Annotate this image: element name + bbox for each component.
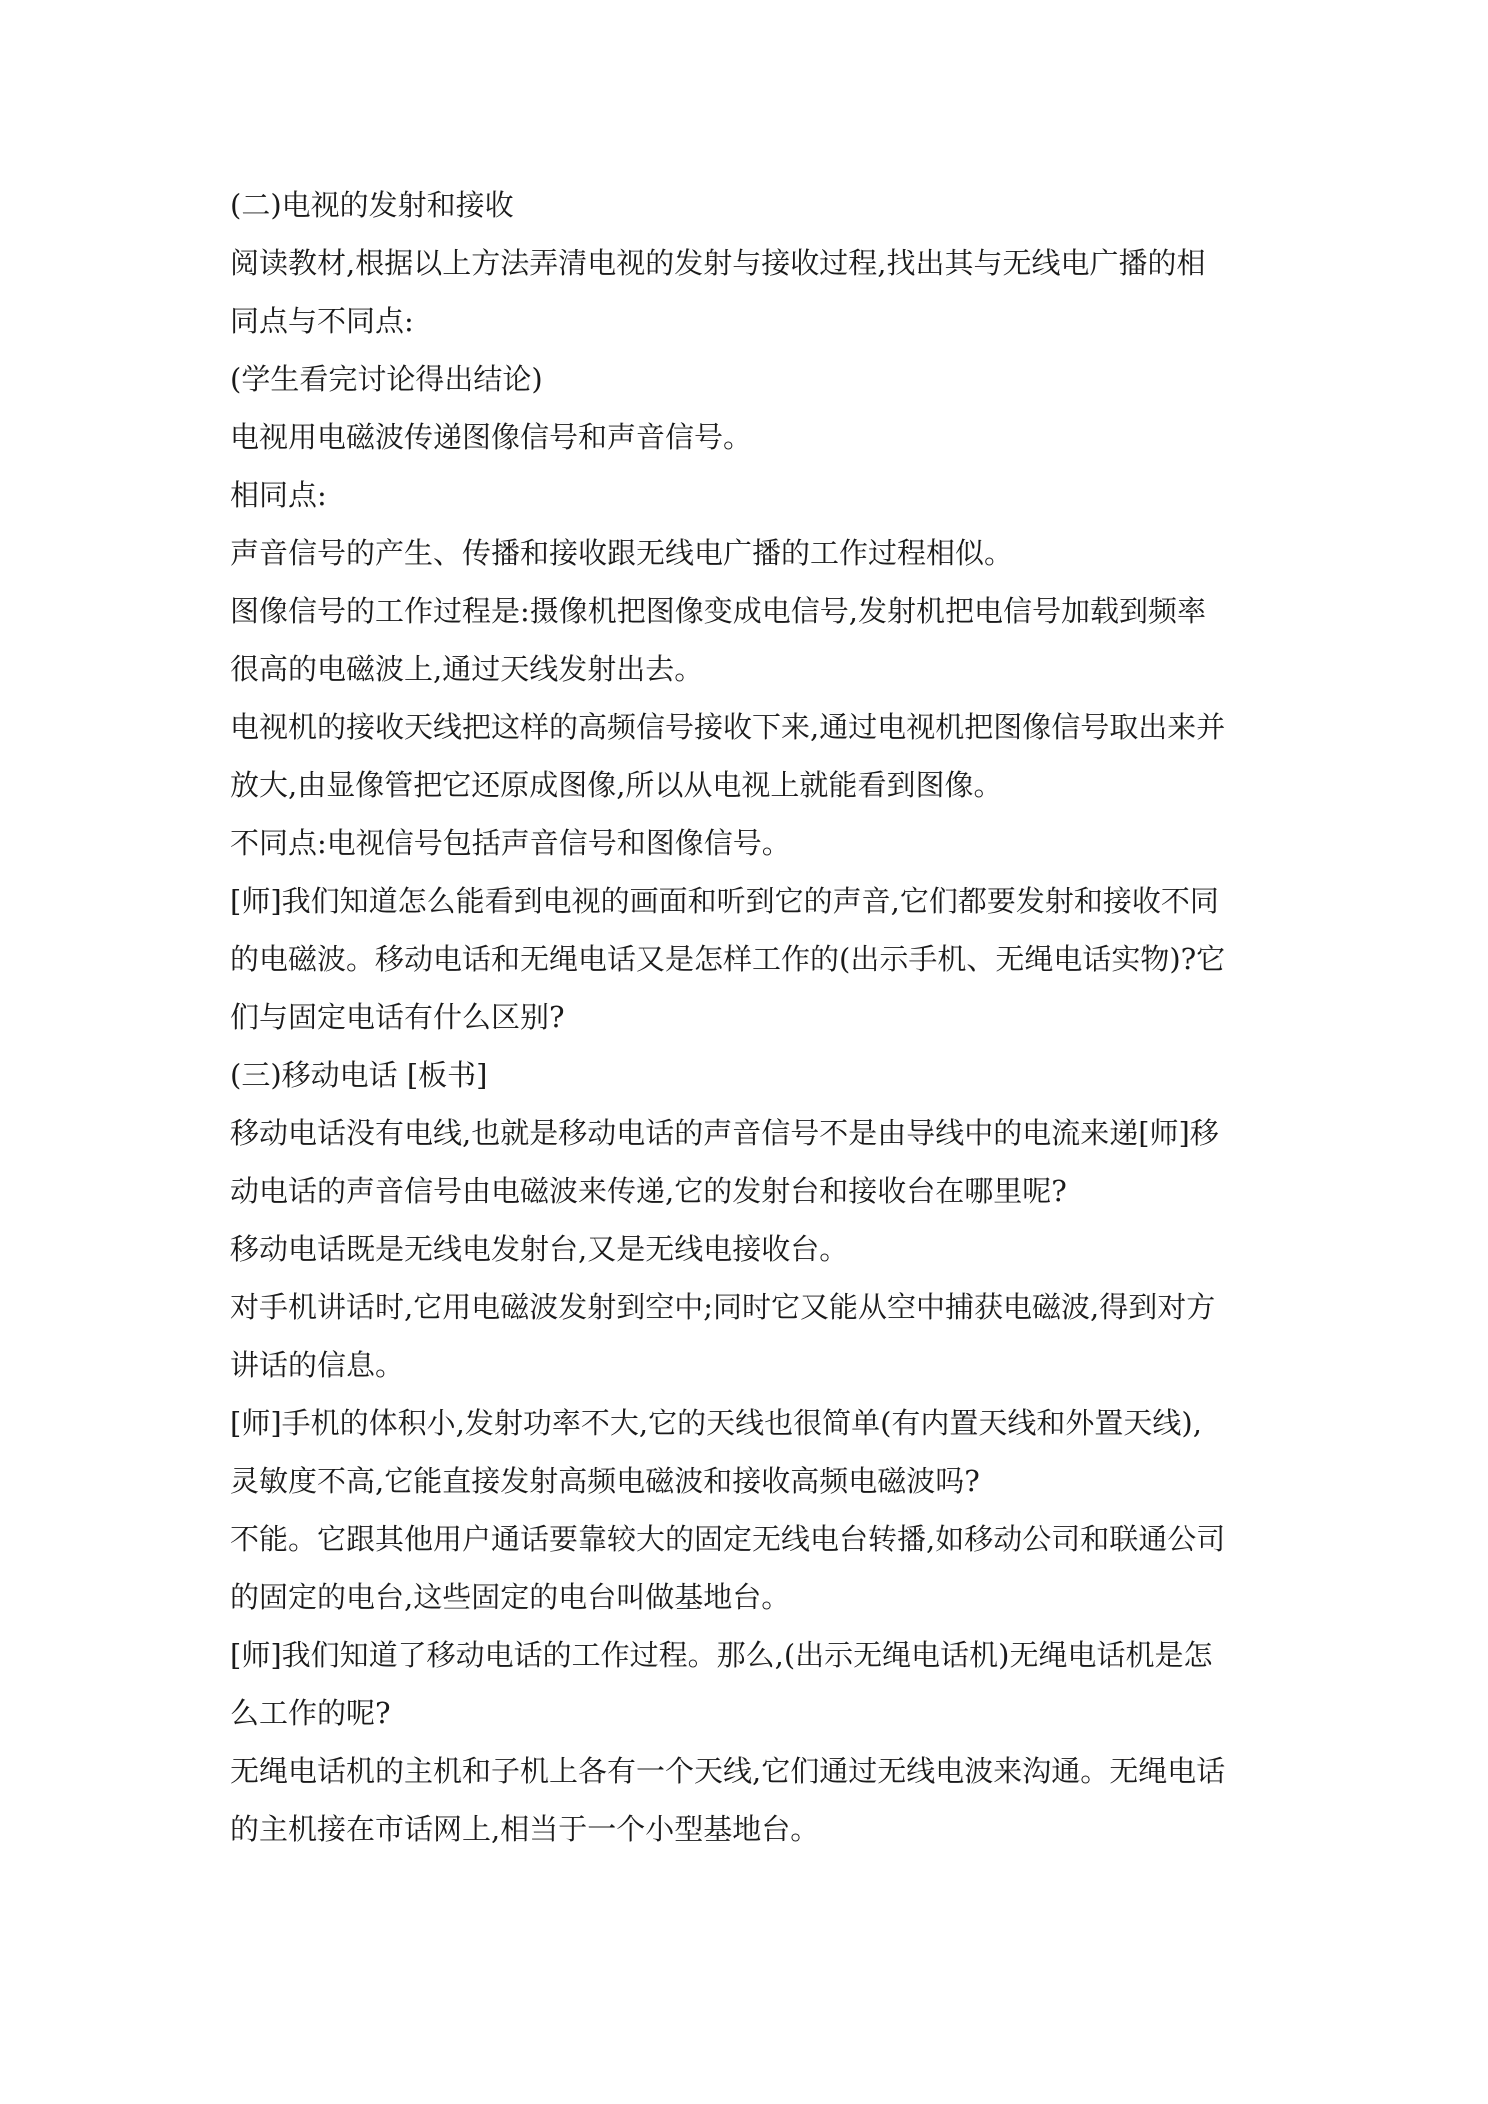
text-line: 无绳电话机的主机和子机上各有一个天线,它们通过无线电波来沟通。无绳电话 (230, 1754, 1226, 1788)
text-line: [师]手机的体积小,发射功率不大,它的天线也很简单(有内置天线和外置天线), (230, 1406, 1202, 1440)
section-heading-mobile: (三)移动电话 [板书] (230, 1058, 488, 1092)
text-line: 不能。它跟其他用户通话要靠较大的固定无线电台转播,如移动公司和联通公司 (230, 1522, 1226, 1556)
text-line: (学生看完讨论得出结论) (230, 362, 543, 396)
text-line: 对手机讲话时,它用电磁波发射到空中;同时它又能从空中捕获电磁波,得到对方 (230, 1290, 1216, 1324)
text-line: 放大,由显像管把它还原成图像,所以从电视上就能看到图像。 (230, 768, 1003, 802)
text-line: 讲话的信息。 (230, 1348, 405, 1382)
text-line: 同点与不同点: (230, 304, 414, 338)
text-line: 么工作的呢? (230, 1696, 391, 1730)
text-line: [师]我们知道了移动电话的工作过程。那么,(出示无绳电话机)无绳电话机是怎 (230, 1638, 1213, 1672)
text-line: 动电话的声音信号由电磁波来传递,它的发射台和接收台在哪里呢? (230, 1174, 1067, 1208)
text-line: 阅读教材,根据以上方法弄清电视的发射与接收过程,找出其与无线电广播的相 (230, 246, 1206, 280)
text-line: 声音信号的产生、传播和接收跟无线电广播的工作过程相似。 (230, 536, 1014, 570)
document-body (230, 176, 1270, 1858)
text-line: 们与固定电话有什么区别? (230, 1000, 565, 1034)
text-line: 电视机的接收天线把这样的高频信号接收下来,通过电视机把图像信号取出来并 (230, 710, 1226, 744)
text-line: 的主机接在市话网上,相当于一个小型基地台。 (230, 1812, 820, 1846)
text-line: 很高的电磁波上,通过天线发射出去。 (230, 652, 704, 686)
text-line: 的固定的电台,这些固定的电台叫做基地台。 (230, 1580, 791, 1614)
text-line: 移动电话既是无线电发射台,又是无线电接收台。 (230, 1232, 849, 1266)
text-line: 的电磁波。移动电话和无绳电话又是怎样工作的(出示手机、无绳电话实物)?它 (230, 942, 1226, 976)
text-line: 移动电话没有电线,也就是移动电话的声音信号不是由导线中的电流来递[师]移 (230, 1116, 1219, 1150)
text-line: 图像信号的工作过程是:摄像机把图像变成电信号,发射机把电信号加载到频率 (230, 594, 1206, 628)
section-heading-tv: (二)电视的发射和接收 (230, 188, 514, 222)
text-line: [师]我们知道怎么能看到电视的画面和听到它的声音,它们都要发射和接收不同 (230, 884, 1219, 918)
text-line: 相同点: (230, 478, 327, 512)
text-line: 灵敏度不高,它能直接发射高频电磁波和接收高频电磁波吗? (230, 1464, 980, 1498)
text-line: 不同点:电视信号包括声音信号和图像信号。 (230, 826, 791, 860)
text-line: 电视用电磁波传递图像信号和声音信号。 (230, 420, 753, 454)
